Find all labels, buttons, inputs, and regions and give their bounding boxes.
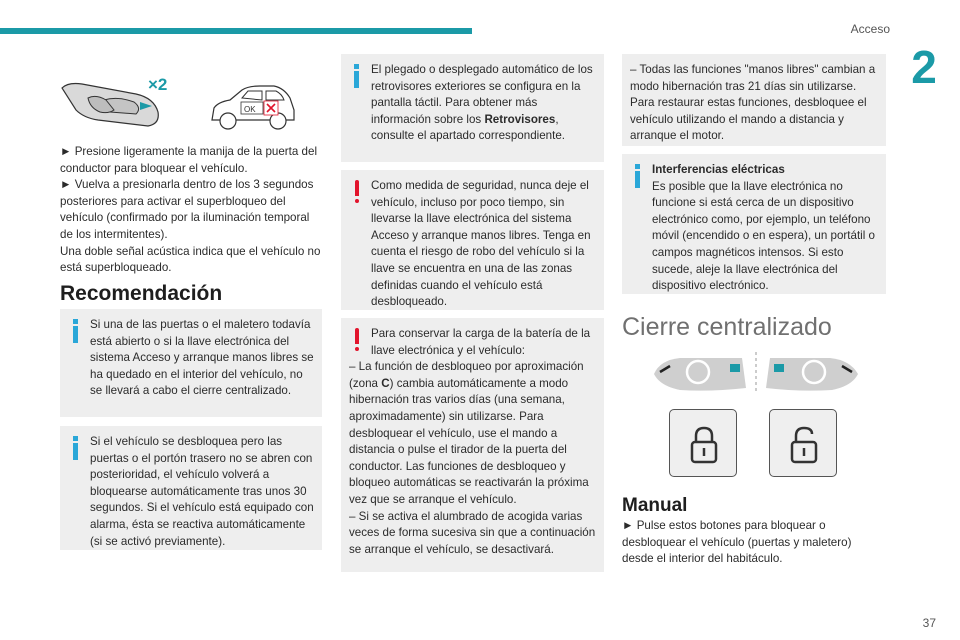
continued-box (622, 54, 886, 146)
unlock-button[interactable] (769, 409, 837, 477)
instruction-1: ► Presione ligeramente la manija de la puerta del conductor para bloquear el vehículo. (60, 145, 318, 175)
page-number: 37 (922, 616, 936, 630)
padlock-open-icon (770, 410, 838, 478)
interference-body: Es posible que la llave electrónica no funcione si está cerca de un dispositivo electrónico como, por ejemplo, un teléfono móvil (encendido o en espera), un portátil o campos magnéticos intensos. Si esto sucede, aleje la llave electrónica del dispositivo electrónico. (652, 179, 875, 293)
interference-title: Interferencias eléctricas (652, 163, 785, 176)
heading-recomendacion: Recomendación (60, 282, 223, 305)
warning-icon (350, 180, 364, 204)
info-box-2 (60, 426, 322, 550)
mirrors-tail: , consulte el apartado correspondiente. (371, 112, 566, 143)
info-icon (631, 164, 645, 188)
info-box-mirrors-text (349, 62, 596, 145)
door-handle-illustration (58, 68, 168, 132)
ok-label: OK (244, 105, 256, 114)
heading-cierre-centralizado: Cierre centralizado (622, 313, 832, 341)
lock-button-marker (774, 364, 784, 372)
col1-instructions (60, 144, 322, 277)
mirrors-text: El plegado o desplegado automático de los retrovisores exteriores se configura en la pantalla táctil. Para obtener más información sobre los (371, 63, 593, 126)
chapter-number: 2 (911, 41, 937, 93)
car-lock-illustration (208, 84, 298, 132)
illustration-badge: ×2 (148, 75, 168, 94)
instruction-2: ► Vuelva a presionarla dentro de los 3 segundos posteriores para activar el superbloqueo del vehículo (confirmado por la iluminación temporal de los intermitentes). (60, 178, 314, 241)
warning-box-2-intro: Para conservar la carga de la batería de la llave electrónica y el vehículo: (371, 327, 591, 357)
continued-box-text: – Todas las funciones "manos libres" cambian a modo hibernación tras 21 días sin utilizarse. Para restaurar estas funciones, desbloquee el vehículo utilizando el mando a distancia y arranque el motor. (630, 63, 876, 143)
lock-button-marker (730, 364, 740, 372)
info-box-interference (622, 154, 886, 294)
warning-box-2-item-1: – La función de desbloqueo por aproximación (zona C) cambia automáticamente a modo hibernación tras varios días (una semana, aproximadamente) sin utilizarse. Para desbloquear el vehículo, use el mando a distancia o pulse el tirador de la puerta del conductor. Las funciones de desbloqueo y bloqueo automáticas se reactivarán la próxima vez que se arranque el vehículo. (349, 360, 589, 506)
section-title: Acceso (850, 22, 890, 36)
warning-box-2-item-2: – Si se activa el alumbrado de acogida varias veces de forma sucesiva sin que a continuación se arranque el vehículo, se desactivará. (349, 509, 596, 556)
manual-text: ► Pulse estos botones para bloquear o desbloquear el vehículo (puertas y maletero) desde el interior del habitáculo. (622, 519, 852, 566)
header-accent-bar (0, 28, 472, 34)
info-icon (350, 64, 364, 88)
info-icon (69, 436, 83, 460)
warning-icon (350, 328, 364, 352)
warning-box-2 (341, 318, 604, 572)
info-box-1 (60, 309, 322, 417)
dashboard-illustration (650, 350, 862, 396)
warning-box-1-text: Como medida de seguridad, nunca deje el vehículo, incluso por poco tiempo, sin llevarse la llave electrónica del sistema Acceso y arranque manos libres. Tenga en cuenta el riesgo de robo del vehículo si la llave se encuentra en una de las zonas definidas cuando el vehículo está desbloqueado. (371, 179, 591, 309)
lock-button[interactable] (669, 409, 737, 477)
info-box-1-text: Si una de las puertas o el maletero todavía está abierto o si la llave electrónica del sistema Acceso y arranque manos libres se ha quedado en el interior del vehículo, no se llevará a cabo el cierre centralizado. (90, 318, 314, 398)
info-icon (69, 319, 83, 343)
info-box-2-text: Si el vehículo se desbloquea pero las puertas o el portón trasero no se abren con posterioridad, el vehículo volverá a bloquearse automáticamente tras unos 30 segundos. Si el vehículo está equipado con alarma, ésta se reactiva automáticamente (si se activó previamente). (90, 435, 314, 548)
mirrors-bold: Retrovisores (484, 112, 556, 126)
warning-box-1 (341, 170, 604, 310)
instruction-3: Una doble señal acústica indica que el vehículo no está superbloqueado. (60, 244, 321, 275)
heading-manual: Manual (622, 495, 688, 516)
padlock-closed-icon (670, 410, 738, 478)
info-box-mirrors (341, 54, 604, 162)
